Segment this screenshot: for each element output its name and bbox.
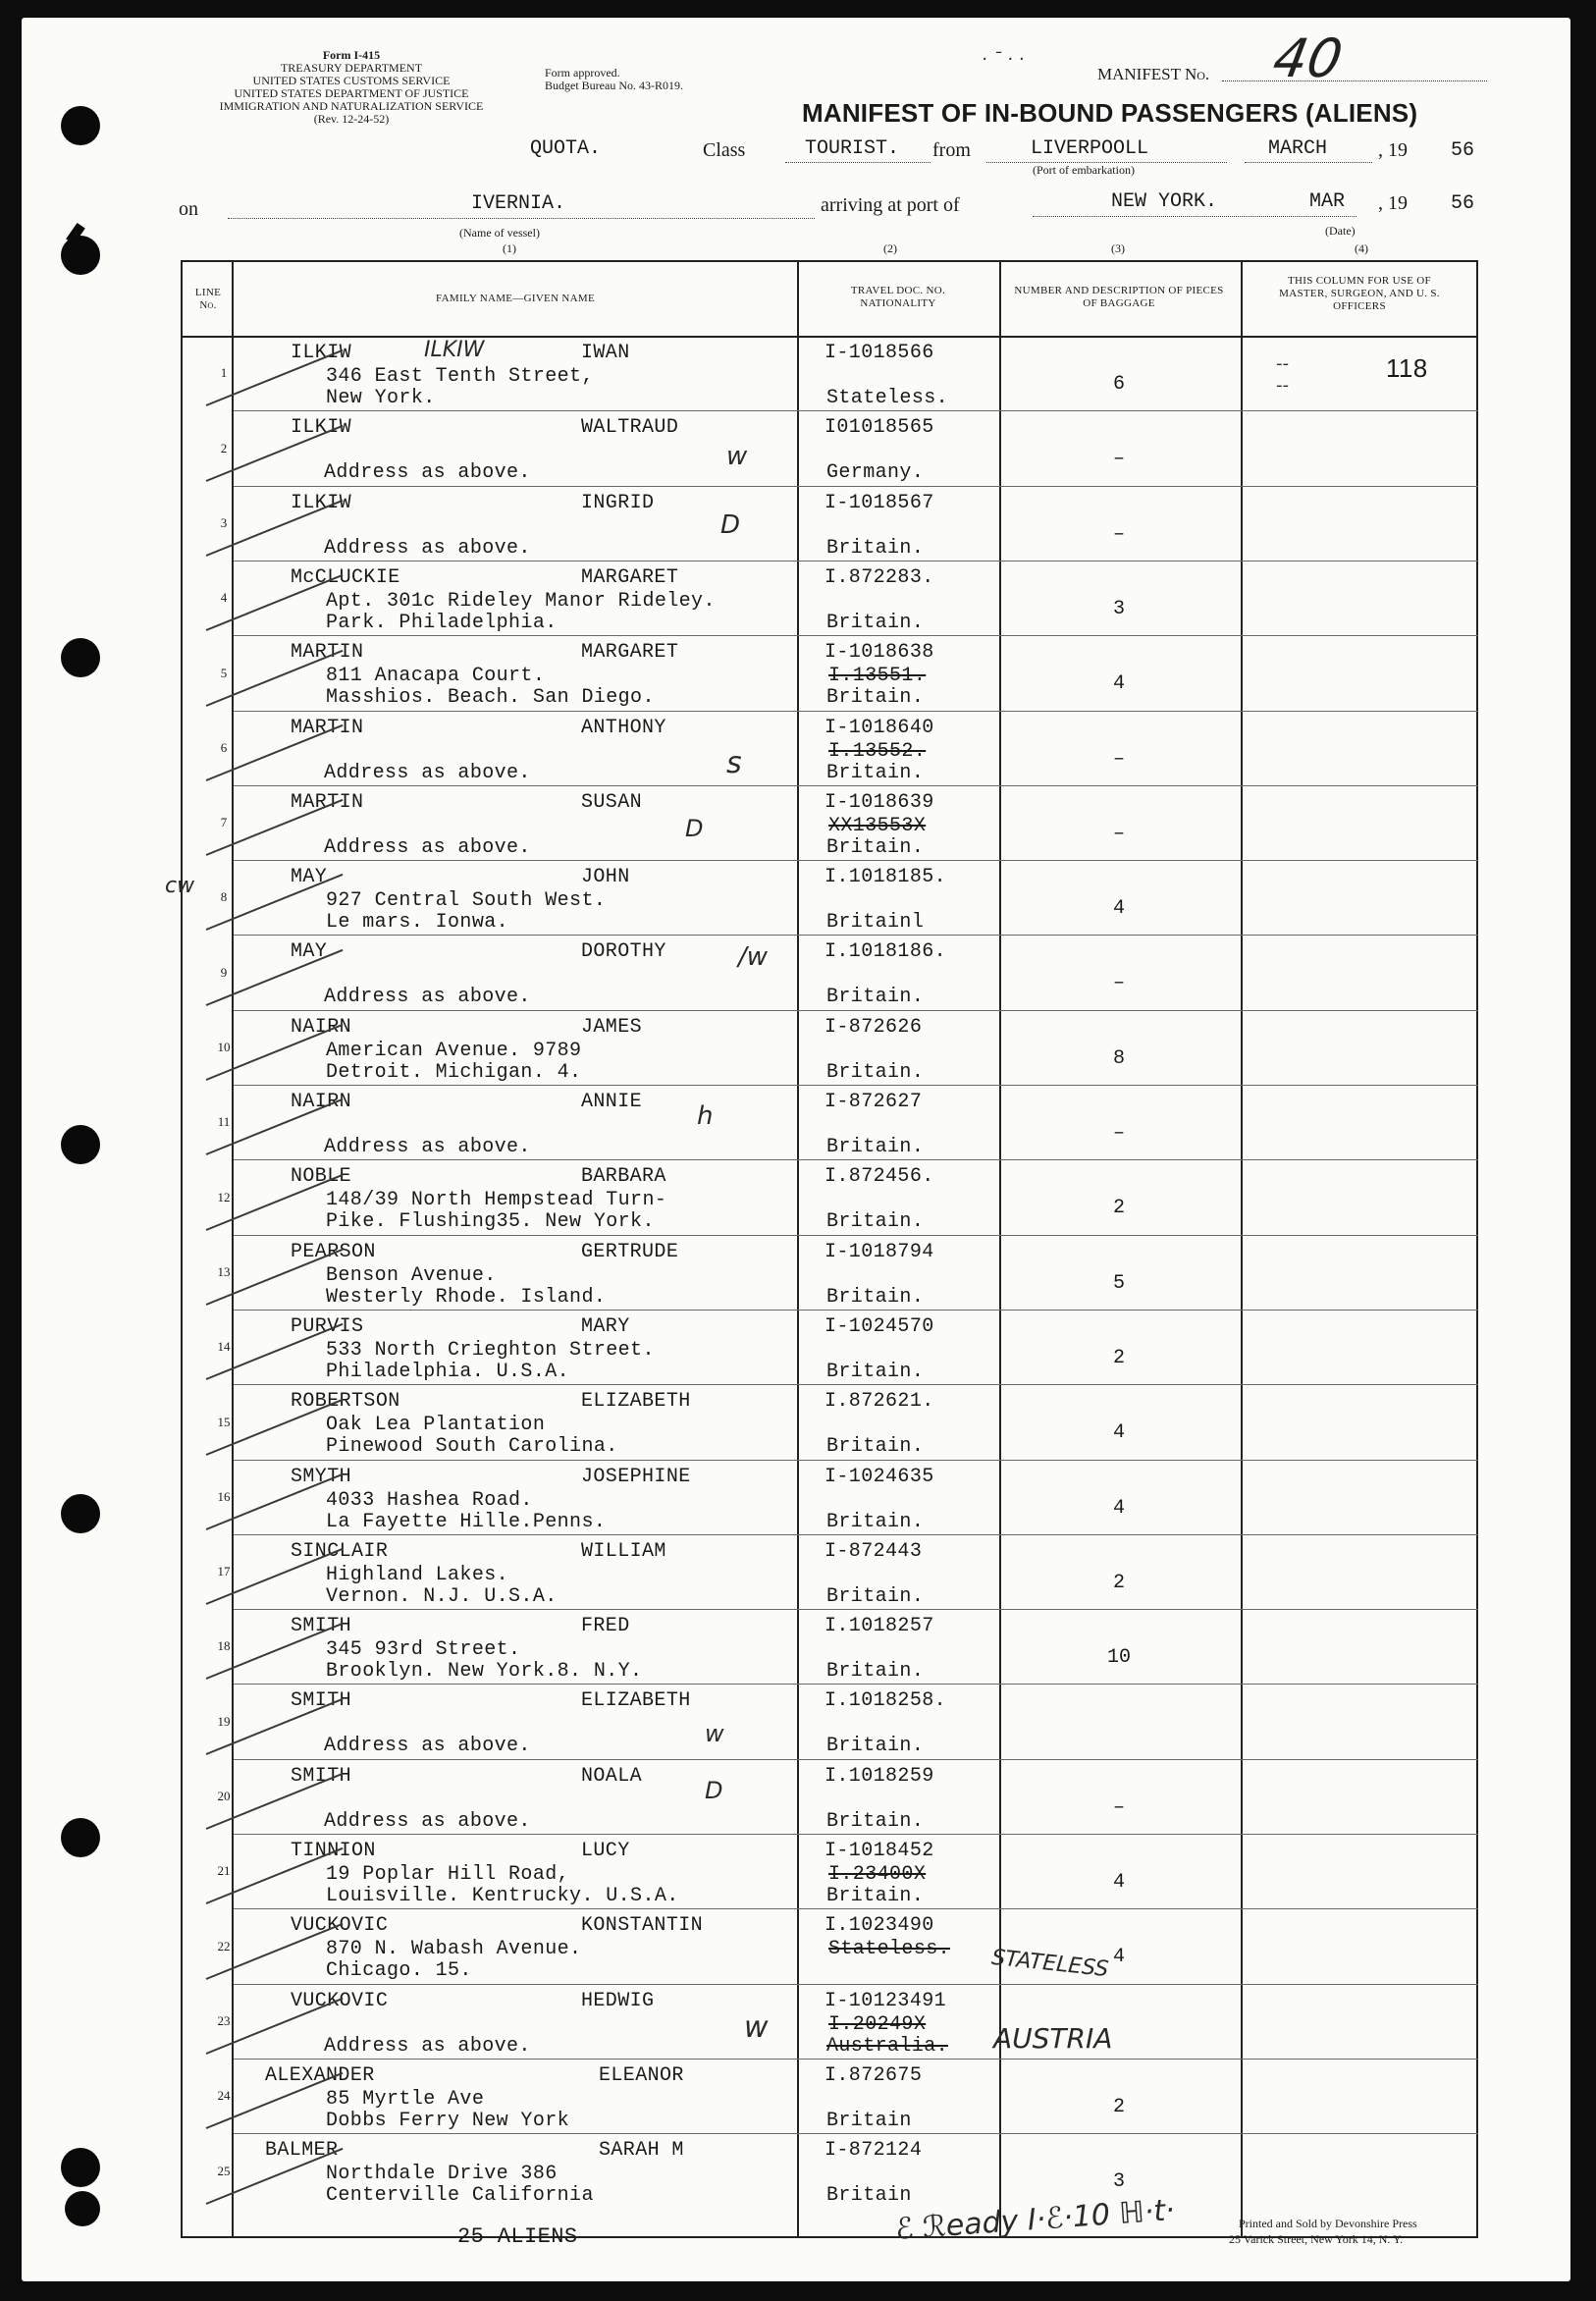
line-number: 13 bbox=[217, 1263, 231, 1279]
row-divider bbox=[234, 935, 1478, 936]
handwritten-ilkiw: ILKIW bbox=[424, 338, 485, 362]
line-number: 9 bbox=[220, 964, 228, 980]
from-label: from bbox=[932, 139, 971, 161]
family-name: SINCLAIR bbox=[291, 1539, 389, 1563]
family-name: ILKIW bbox=[291, 416, 352, 440]
date-caption: (Date) bbox=[1325, 224, 1356, 238]
address-line-2: Louisville. Kentrucky. U.S.A. bbox=[326, 1885, 679, 1907]
row-divider bbox=[234, 1310, 1478, 1311]
baggage-count: 5 bbox=[1112, 1271, 1125, 1295]
handwritten-mark: D bbox=[720, 510, 741, 540]
address-as-above: Address as above. bbox=[324, 986, 531, 1009]
row-divider bbox=[234, 410, 1478, 411]
family-name: NOBLE bbox=[291, 1165, 352, 1189]
total-aliens: 25 ALIENS bbox=[457, 2224, 578, 2249]
address-line-2: New York. bbox=[326, 387, 436, 409]
manifest-number-label: MANIFEST No. bbox=[1097, 65, 1210, 83]
printer-address: 25 Varick Street, New York 14, N. Y. bbox=[1229, 2232, 1404, 2246]
line-number: 8 bbox=[220, 889, 228, 905]
address-line-1: 927 Central South West. bbox=[326, 889, 607, 913]
given-name: ELIZABETH bbox=[581, 1689, 691, 1713]
given-name: SARAH M bbox=[599, 2139, 684, 2163]
baggage-count: 8 bbox=[1112, 1046, 1125, 1070]
given-name: MARY bbox=[581, 1314, 630, 1338]
line-number: 4 bbox=[220, 590, 228, 606]
travel-doc-number: I-10123491 bbox=[825, 1989, 947, 2012]
officer-code: 118 bbox=[1386, 353, 1428, 383]
baggage-count: 6 bbox=[1112, 373, 1125, 396]
travel-doc-number: I.1018258. bbox=[825, 1689, 947, 1713]
family-name: MAY bbox=[291, 940, 328, 964]
manifest-number-rule bbox=[1222, 80, 1487, 81]
line-number: 1 bbox=[220, 365, 228, 381]
baggage-count: – bbox=[1112, 448, 1125, 471]
line-number: 24 bbox=[217, 2088, 231, 2104]
nationality: Britain. bbox=[826, 1210, 925, 1234]
travel-doc-number: I.1018257 bbox=[825, 1615, 934, 1638]
handwritten-mark: s bbox=[726, 746, 742, 780]
row-divider bbox=[234, 1609, 1478, 1610]
given-name: JOSEPHINE bbox=[581, 1465, 691, 1488]
travel-doc-number: I-872124 bbox=[825, 2139, 923, 2163]
family-name: PEARSON bbox=[291, 1240, 376, 1263]
travel-doc-number: I.872675 bbox=[825, 2063, 923, 2087]
given-name: HEDWIG bbox=[581, 1989, 655, 2012]
given-name: LUCY bbox=[581, 1840, 630, 1862]
family-name: ROBERTSON bbox=[291, 1390, 400, 1414]
col-divider-name bbox=[797, 260, 799, 2238]
family-name: VUCKOVIC bbox=[291, 1914, 389, 1938]
travel-doc-number: I-1018638 bbox=[825, 641, 934, 665]
row-divider bbox=[234, 1834, 1478, 1835]
row-divider bbox=[234, 1908, 1478, 1909]
address-line-1: 345 93rd Street. bbox=[326, 1638, 521, 1662]
row-divider bbox=[234, 1684, 1478, 1685]
binder-hole bbox=[61, 1494, 100, 1533]
travel-doc-number: I-1018794 bbox=[825, 1240, 934, 1263]
given-name: DOROTHY bbox=[581, 940, 666, 964]
family-name: MARTIN bbox=[291, 716, 364, 739]
family-name: SMITH bbox=[291, 1615, 352, 1638]
port-embark-caption: (Port of embarkation) bbox=[1033, 163, 1135, 177]
nationality: Britain. bbox=[826, 1809, 925, 1833]
binder-hole bbox=[61, 638, 100, 677]
officer-dash: -- bbox=[1276, 375, 1289, 396]
approved-text: Form approved. bbox=[545, 66, 620, 80]
document-title: MANIFEST OF IN-BOUND PASSENGERS (ALIENS) bbox=[802, 98, 1418, 128]
address-as-above: Address as above. bbox=[324, 2034, 531, 2058]
nationality: Britain. bbox=[826, 761, 925, 784]
family-name: VUCKOVIC bbox=[291, 1989, 389, 2012]
binder-hole bbox=[61, 106, 100, 145]
address-line-2: Park. Philadelphia. bbox=[326, 611, 558, 634]
address-line-1: 4033 Hashea Road. bbox=[326, 1488, 533, 1512]
col-header-baggage: NUMBER AND DESCRIPTION OF PIECES OF BAGGAGE bbox=[1014, 285, 1224, 309]
row-divider bbox=[234, 1460, 1478, 1461]
line-number: 10 bbox=[217, 1040, 231, 1054]
address-as-above: Address as above. bbox=[324, 1136, 531, 1158]
handwritten-mark: w bbox=[726, 442, 748, 471]
row-divider bbox=[234, 785, 1478, 786]
family-name: NAIRN bbox=[291, 1091, 352, 1113]
address-line-2: Brooklyn. New York.8. N.Y. bbox=[326, 1660, 643, 1684]
year-prefix-2: , 19 bbox=[1378, 192, 1408, 214]
family-name: TINNION bbox=[291, 1840, 376, 1862]
row-divider bbox=[234, 561, 1478, 562]
address-line-2: Masshios. Beach. San Diego. bbox=[326, 686, 655, 710]
given-name: MARGARET bbox=[581, 565, 679, 589]
address-line-1: 870 N. Wabash Avenue. bbox=[326, 1938, 582, 1961]
nationality: Australia. bbox=[826, 2034, 949, 2058]
col-header-officers: THIS COLUMN FOR USE OF MASTER, SURGEON, AND U. S. OFFICERS bbox=[1279, 275, 1440, 312]
family-name: PURVIS bbox=[291, 1314, 364, 1338]
nationality: Britainl bbox=[826, 911, 925, 935]
handwritten-stateless: STATELESS bbox=[990, 1945, 1110, 1983]
handwritten-mark: w bbox=[705, 1720, 724, 1747]
address-line-1: Apt. 301c Rideley Manor Rideley. bbox=[326, 589, 716, 613]
address-as-above: Address as above. bbox=[324, 1809, 531, 1833]
nationality: Britain. bbox=[826, 1285, 925, 1309]
address-line-1: Oak Lea Plantation bbox=[326, 1414, 546, 1437]
travel-doc-number: I-1018567 bbox=[825, 491, 934, 514]
travel-doc-number: I-1024570 bbox=[825, 1314, 934, 1338]
line-number: 6 bbox=[220, 739, 228, 755]
family-name: MARTIN bbox=[291, 790, 364, 814]
header-rule bbox=[181, 336, 1478, 338]
baggage-count: 3 bbox=[1112, 2170, 1125, 2194]
col-header-doc: TRAVEL DOC. NO. NATIONALITY bbox=[850, 285, 946, 309]
line-number: 2 bbox=[220, 440, 228, 455]
address-as-above: Address as above. bbox=[324, 536, 531, 560]
address-line-2: Pinewood South Carolina. bbox=[326, 1435, 618, 1459]
arrival-year: 56 bbox=[1451, 192, 1475, 215]
baggage-count: 4 bbox=[1112, 1496, 1125, 1520]
binder-hole bbox=[61, 236, 100, 275]
class-label: Class bbox=[703, 139, 746, 161]
line-number: 7 bbox=[220, 815, 228, 830]
nationality: Britain. bbox=[826, 835, 925, 859]
line-number: 14 bbox=[217, 1339, 231, 1355]
family-name: ILKIW bbox=[291, 342, 352, 364]
caption-1: (1) bbox=[503, 241, 516, 255]
col-header-line: LINE No. bbox=[194, 287, 222, 311]
travel-doc-number-old: XX13553X bbox=[828, 814, 927, 837]
family-name: McCLUCKIE bbox=[291, 565, 400, 589]
class-value-line bbox=[785, 162, 931, 163]
address-line-1: 346 East Tenth Street, bbox=[326, 365, 594, 388]
family-name: SMITH bbox=[291, 1764, 352, 1788]
given-name: SUSAN bbox=[581, 790, 643, 814]
form-number: Form I-415 bbox=[322, 48, 381, 62]
family-name: NAIRN bbox=[291, 1015, 352, 1039]
family-name: BALMER bbox=[265, 2139, 339, 2163]
port-of-arrival: NEW YORK. bbox=[1111, 190, 1218, 213]
travel-doc-number: I.1018186. bbox=[825, 940, 947, 964]
row-divider bbox=[234, 635, 1478, 636]
departure-month: MARCH bbox=[1268, 137, 1328, 160]
officer-dash: -- bbox=[1276, 353, 1289, 374]
nationality: Britain. bbox=[826, 686, 925, 710]
nationality: Britain. bbox=[826, 1584, 925, 1608]
row-divider bbox=[234, 1759, 1478, 1760]
binder-hole bbox=[61, 1125, 100, 1164]
given-name: JAMES bbox=[581, 1015, 643, 1039]
vessel-line bbox=[228, 218, 815, 219]
address-line-2: Centerville California bbox=[326, 2184, 594, 2208]
line-number: 3 bbox=[220, 514, 228, 530]
family-name: MARTIN bbox=[291, 641, 364, 665]
given-name: BARBARA bbox=[581, 1165, 666, 1189]
given-name: INGRID bbox=[581, 491, 655, 514]
address-as-above: Address as above. bbox=[324, 1735, 531, 1758]
handwritten-mark: D bbox=[685, 815, 704, 842]
handwritten-mark: /w bbox=[738, 942, 769, 972]
baggage-count: 4 bbox=[1112, 1421, 1125, 1445]
port-arrive-line bbox=[1033, 216, 1357, 217]
baggage-count: – bbox=[1112, 747, 1125, 771]
address-line-2: Pike. Flushing35. New York. bbox=[326, 1210, 655, 1234]
caption-2: (2) bbox=[883, 241, 897, 255]
baggage-count: 2 bbox=[1112, 1571, 1125, 1594]
travel-doc-number-old: I.23400X bbox=[828, 1863, 927, 1886]
line-number: 11 bbox=[217, 1114, 231, 1130]
row-divider bbox=[234, 486, 1478, 487]
nationality: Britain bbox=[826, 2109, 912, 2132]
nationality: Britain. bbox=[826, 1510, 925, 1533]
nationality: Britain. bbox=[826, 1735, 925, 1758]
quota-label: QUOTA. bbox=[530, 137, 602, 160]
arriving-label: arriving at port of bbox=[821, 194, 960, 216]
address-line-2: Le mars. Ionwa. bbox=[326, 911, 509, 935]
baggage-count: 2 bbox=[1112, 2095, 1125, 2118]
given-name: FRED bbox=[581, 1615, 630, 1638]
given-name: ANNIE bbox=[581, 1091, 643, 1113]
caption-3: (3) bbox=[1111, 241, 1125, 255]
baggage-count: – bbox=[1112, 1795, 1125, 1819]
given-name: MARGARET bbox=[581, 641, 679, 665]
row-divider bbox=[234, 1384, 1478, 1385]
row-divider bbox=[234, 1235, 1478, 1236]
nationality: Britain. bbox=[826, 1435, 925, 1459]
given-name: ELEANOR bbox=[599, 2063, 684, 2087]
binder-hole bbox=[61, 2148, 100, 2187]
caption-4: (4) bbox=[1355, 241, 1368, 255]
col-divider-baggage bbox=[1241, 260, 1243, 2238]
family-name: SMITH bbox=[291, 1689, 352, 1713]
manifest-number: 40 bbox=[1268, 27, 1348, 89]
baggage-count: 4 bbox=[1112, 672, 1125, 696]
handwritten-mark: D bbox=[705, 1777, 723, 1804]
line-number: 18 bbox=[217, 1638, 231, 1654]
ins-service: IMMIGRATION AND NATURALIZATION SERVICE bbox=[219, 99, 484, 113]
address-line-2: Chicago. 15. bbox=[326, 1959, 472, 1983]
row-divider bbox=[234, 1159, 1478, 1160]
binder-hole bbox=[65, 2191, 100, 2226]
travel-doc-number-old: I.13551. bbox=[828, 665, 927, 688]
on-label: on bbox=[179, 198, 198, 220]
baggage-count: 2 bbox=[1112, 1346, 1125, 1369]
address-as-above: Address as above. bbox=[324, 761, 531, 784]
travel-doc-number: I-1018566 bbox=[825, 342, 934, 364]
line-number: 5 bbox=[220, 665, 228, 680]
address-line-1: 811 Anacapa Court. bbox=[326, 665, 546, 688]
family-name: SMYTH bbox=[291, 1465, 352, 1488]
form-revision: (Rev. 12-24-52) bbox=[313, 112, 390, 126]
printer-name: Printed and Sold by Devonshire Press bbox=[1239, 2217, 1417, 2230]
baggage-count: 10 bbox=[1106, 1646, 1131, 1670]
row-divider bbox=[234, 1085, 1478, 1086]
customs-service: UNITED STATES CUSTOMS SERVICE bbox=[252, 74, 451, 87]
handwritten-mark: w bbox=[744, 2010, 769, 2045]
line-number: 22 bbox=[217, 1938, 231, 1953]
nationality: Britain. bbox=[826, 1660, 925, 1684]
address-line-1: 148/39 North Hempstead Turn- bbox=[326, 1189, 667, 1212]
year-prefix-1: , 19 bbox=[1378, 139, 1408, 161]
travel-doc-number: I-1018640 bbox=[825, 716, 934, 739]
row-divider bbox=[234, 1534, 1478, 1535]
address-line-2: Dobbs Ferry New York bbox=[326, 2109, 570, 2132]
travel-doc-number: I.1018259 bbox=[825, 1764, 934, 1788]
nationality: Stateless. bbox=[826, 387, 949, 409]
row-divider bbox=[234, 2133, 1478, 2134]
address-line-1: 85 Myrtle Ave bbox=[326, 2087, 485, 2111]
form-approval bbox=[545, 67, 683, 92]
baggage-count: – bbox=[1112, 822, 1125, 845]
line-number: 25 bbox=[217, 2163, 231, 2178]
line-number: 21 bbox=[217, 1863, 231, 1879]
address-line-1: 533 North Crieghton Street. bbox=[326, 1338, 655, 1362]
address-line-1: Highland Lakes. bbox=[326, 1563, 509, 1586]
row-divider bbox=[234, 1984, 1478, 1985]
nationality: Britain. bbox=[826, 1136, 925, 1158]
travel-doc-number: I-1018452 bbox=[825, 1840, 934, 1862]
departure-year: 56 bbox=[1451, 139, 1475, 162]
baggage-count: 4 bbox=[1112, 1946, 1125, 1969]
nationality: Britain bbox=[826, 2184, 912, 2208]
budget-bureau: Budget Bureau No. 43-R019. bbox=[545, 79, 683, 92]
nationality: Britain. bbox=[826, 611, 925, 634]
justice-dept: UNITED STATES DEPARTMENT OF JUSTICE bbox=[234, 86, 469, 100]
line-number: 16 bbox=[217, 1488, 231, 1504]
travel-doc-number: I01018565 bbox=[825, 416, 934, 440]
vessel-name: IVERNIA. bbox=[471, 192, 566, 215]
row-divider bbox=[234, 1010, 1478, 1011]
treasury-dept: TREASURY DEPARTMENT bbox=[280, 61, 423, 75]
address-line-2: Philadelphia. U.S.A. bbox=[326, 1360, 570, 1383]
row-divider bbox=[234, 860, 1478, 861]
given-name: KONSTANTIN bbox=[581, 1914, 704, 1938]
travel-doc-number: I.1023490 bbox=[825, 1914, 934, 1938]
form-header bbox=[175, 49, 528, 126]
address-line-2: Detroit. Michigan. 4. bbox=[326, 1060, 582, 1084]
travel-doc-number: I.872621. bbox=[825, 1390, 934, 1414]
handwritten-mark: h bbox=[697, 1101, 714, 1131]
travel-doc-number: I-1024635 bbox=[825, 1465, 934, 1488]
travel-doc-number: I-872626 bbox=[825, 1015, 923, 1039]
baggage-count: 3 bbox=[1112, 597, 1125, 620]
address-line-1: American Avenue. 9789 bbox=[326, 1039, 582, 1062]
travel-doc-number-old: I.20249X bbox=[828, 2012, 927, 2036]
col-divider-doc bbox=[999, 260, 1001, 2238]
baggage-count: – bbox=[1112, 1122, 1125, 1145]
departure-month-line bbox=[1245, 162, 1372, 163]
travel-doc-number: I-872627 bbox=[825, 1091, 923, 1113]
baggage-count: 2 bbox=[1112, 1197, 1125, 1220]
binder-hole bbox=[61, 1818, 100, 1857]
class-value: TOURIST. bbox=[805, 137, 900, 160]
address-line-1: Northdale Drive 386 bbox=[326, 2163, 558, 2186]
address-line-2: Vernon. N.J. U.S.A. bbox=[326, 1584, 558, 1608]
nationality: Britain. bbox=[826, 986, 925, 1009]
address-as-above: Address as above. bbox=[324, 835, 531, 859]
line-number: 23 bbox=[217, 2012, 231, 2028]
baggage-count: 4 bbox=[1112, 1871, 1125, 1894]
travel-doc-number-old: I.13552. bbox=[828, 739, 927, 763]
nationality: Britain. bbox=[826, 1885, 925, 1907]
address-line-1: Benson Avenue. bbox=[326, 1263, 497, 1287]
baggage-count: 4 bbox=[1112, 897, 1125, 921]
nationality: Germany. bbox=[826, 461, 925, 485]
given-name: GERTRUDE bbox=[581, 1240, 679, 1263]
address-as-above: Address as above. bbox=[324, 461, 531, 485]
line-number: 20 bbox=[217, 1789, 231, 1803]
given-name: NOALA bbox=[581, 1764, 643, 1788]
address-line-2: Westerly Rhode. Island. bbox=[326, 1285, 607, 1309]
baggage-count: – bbox=[1112, 972, 1125, 995]
family-name: ILKIW bbox=[291, 491, 352, 514]
address-line-1: 19 Poplar Hill Road, bbox=[326, 1863, 570, 1886]
address-line-2: La Fayette Hille.Penns. bbox=[326, 1510, 607, 1533]
row-divider bbox=[234, 711, 1478, 712]
given-name: WILLIAM bbox=[581, 1539, 666, 1563]
nationality: Britain. bbox=[826, 536, 925, 560]
travel-doc-number: I.872283. bbox=[825, 565, 934, 589]
handwritten-signature: ℰ ℛeady I·ℰ·10 ℍ·t· bbox=[894, 2193, 1176, 2247]
handwritten-austria: AUSTRIA bbox=[993, 2022, 1113, 2055]
line-number: 19 bbox=[217, 1713, 231, 1729]
travel-doc-number: I.872456. bbox=[825, 1165, 934, 1189]
given-name: ANTHONY bbox=[581, 716, 666, 739]
given-name: ELIZABETH bbox=[581, 1390, 691, 1414]
line-number: 17 bbox=[217, 1564, 231, 1579]
port-of-embarkation: LIVERPOOLL bbox=[1031, 137, 1149, 160]
travel-doc-number: I-1018639 bbox=[825, 790, 934, 814]
travel-doc-number-old: Stateless. bbox=[828, 1938, 951, 1961]
line-number: 12 bbox=[217, 1189, 231, 1204]
given-name: IWAN bbox=[581, 342, 630, 364]
vessel-caption: (Name of vessel) bbox=[459, 226, 540, 240]
header-scribble: · ¯ · · bbox=[982, 49, 1025, 70]
family-name: ALEXANDER bbox=[265, 2063, 375, 2087]
travel-doc-number: I.1018185. bbox=[825, 866, 947, 889]
arrival-month: MAR bbox=[1309, 190, 1346, 213]
col-header-name: FAMILY NAME—GIVEN NAME bbox=[436, 293, 595, 304]
row-divider bbox=[234, 2059, 1478, 2060]
family-name: MAY bbox=[291, 866, 328, 889]
nationality: Britain. bbox=[826, 1060, 925, 1084]
line-number: 15 bbox=[217, 1414, 231, 1429]
baggage-count: – bbox=[1112, 522, 1125, 546]
given-name: WALTRAUD bbox=[581, 416, 679, 440]
travel-doc-number: I-872443 bbox=[825, 1539, 923, 1563]
nationality: Britain. bbox=[826, 1360, 925, 1383]
handwritten-mark: cw bbox=[165, 874, 195, 898]
given-name: JOHN bbox=[581, 866, 630, 889]
